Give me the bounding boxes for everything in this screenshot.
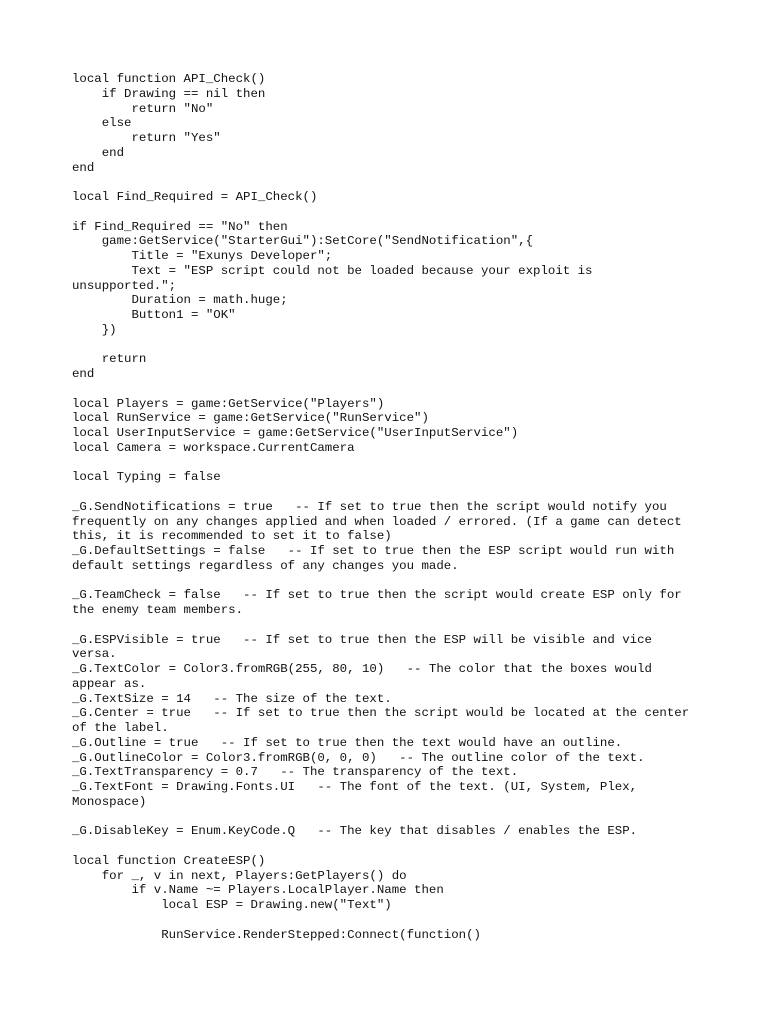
code-line: _G.OutlineColor = Color3.fromRGB(0, 0, 0) -- The outline color of the text. [72, 750, 645, 765]
code-line: local function API_Check() [72, 72, 266, 86]
code-line: return "Yes" [72, 131, 221, 145]
code-line: _G.DefaultSettings = false -- If set to true then the ESP script would run with [72, 544, 675, 558]
code-line: game:GetService("StarterGui"):SetCore("SendNotification",{ [72, 234, 534, 249]
code-line: if v.Name ~= Players.LocalPlayer.Name then [72, 883, 444, 898]
code-line: local function CreateESP() [72, 853, 266, 868]
code-line: local Find_Required = API_Check() [72, 190, 318, 204]
code-line: Button1 = "OK" [72, 308, 236, 322]
code-line: _G.TextFont = Drawing.Fonts.UI -- The font of the text. (UI, System, Plex, [72, 780, 638, 794]
code-line [72, 456, 712, 471]
code-line: local ESP = Drawing.new("Text") [72, 898, 392, 912]
code-line: local RunService = game:GetService("RunService") [72, 411, 429, 426]
code-line: _G.SendNotifications = true -- If set to true then the script would notify you [72, 499, 667, 514]
code-line: local Typing = false [72, 470, 221, 485]
code-line: _G.Outline = true -- If set to true then the text would have an outline. [72, 735, 623, 750]
code-block [72, 72, 712, 942]
code-line: _G.TeamCheck = false -- If set to true then the script would create ESP only for [72, 588, 682, 603]
code-line: this, it is recommended to set it to false) [72, 529, 392, 544]
code-line: end [72, 367, 95, 381]
code-line [72, 618, 712, 633]
code-line: the enemy team members. [72, 603, 244, 617]
code-line: _G.Center = true -- If set to true then the script would be located at the center [72, 706, 690, 721]
code-line: end [72, 160, 95, 175]
code-line: of the label. [72, 721, 169, 735]
code-line: end [72, 145, 125, 160]
code-line [72, 382, 712, 397]
code-line: _G.DisableKey = Enum.KeyCode.Q -- The key that disables / enables the ESP. [72, 824, 638, 839]
code-line [72, 810, 712, 825]
code-line: RunService.RenderStepped:Connect(function() [72, 927, 481, 942]
code-line: default settings regardless of any changes you made. [72, 558, 459, 573]
code-line: }) [72, 322, 117, 337]
code-line: return "No" [72, 101, 214, 116]
code-line: else [72, 116, 132, 131]
code-line: Monospace) [72, 794, 147, 809]
code-line [72, 574, 712, 589]
code-line: _G.ESPVisible = true -- If set to true then the ESP will be visible and vice [72, 632, 652, 647]
code-line: _G.TextTransparency = 0.7 -- The transparency of the text. [72, 765, 519, 780]
code-line: local Players = game:GetService("Players") [72, 396, 385, 411]
code-line [72, 205, 712, 220]
code-line: local Camera = workspace.CurrentCamera [72, 440, 355, 455]
code-line: _G.TextColor = Color3.fromRGB(255, 80, 10) -- The color that the boxes would [72, 662, 652, 676]
code-line [72, 839, 712, 854]
code-line: appear as. [72, 676, 147, 691]
code-line: _G.TextSize = 14 -- The size of the text. [72, 691, 392, 706]
code-line [72, 485, 712, 500]
code-line: Text = "ESP script could not be loaded because your exploit is [72, 263, 593, 278]
code-line: for _, v in next, Players:GetPlayers() do [72, 868, 407, 883]
code-line: frequently on any changes applied and when loaded / errored. (If a game can detect [72, 514, 682, 529]
code-line: local UserInputService = game:GetService("UserInputService") [72, 426, 519, 440]
code-line: Title = "Exunys Developer"; [72, 249, 333, 263]
code-line [72, 913, 712, 928]
code-line: versa. [72, 647, 117, 662]
code-line: if Find_Required == "No" then [72, 219, 288, 234]
code-line: if Drawing == nil then [72, 86, 266, 101]
code-line: unsupported."; [72, 278, 177, 293]
code-line [72, 338, 712, 353]
code-line [72, 175, 712, 190]
code-line: return [72, 352, 147, 367]
code-line: Duration = math.huge; [72, 293, 288, 308]
document-page [72, 72, 712, 942]
